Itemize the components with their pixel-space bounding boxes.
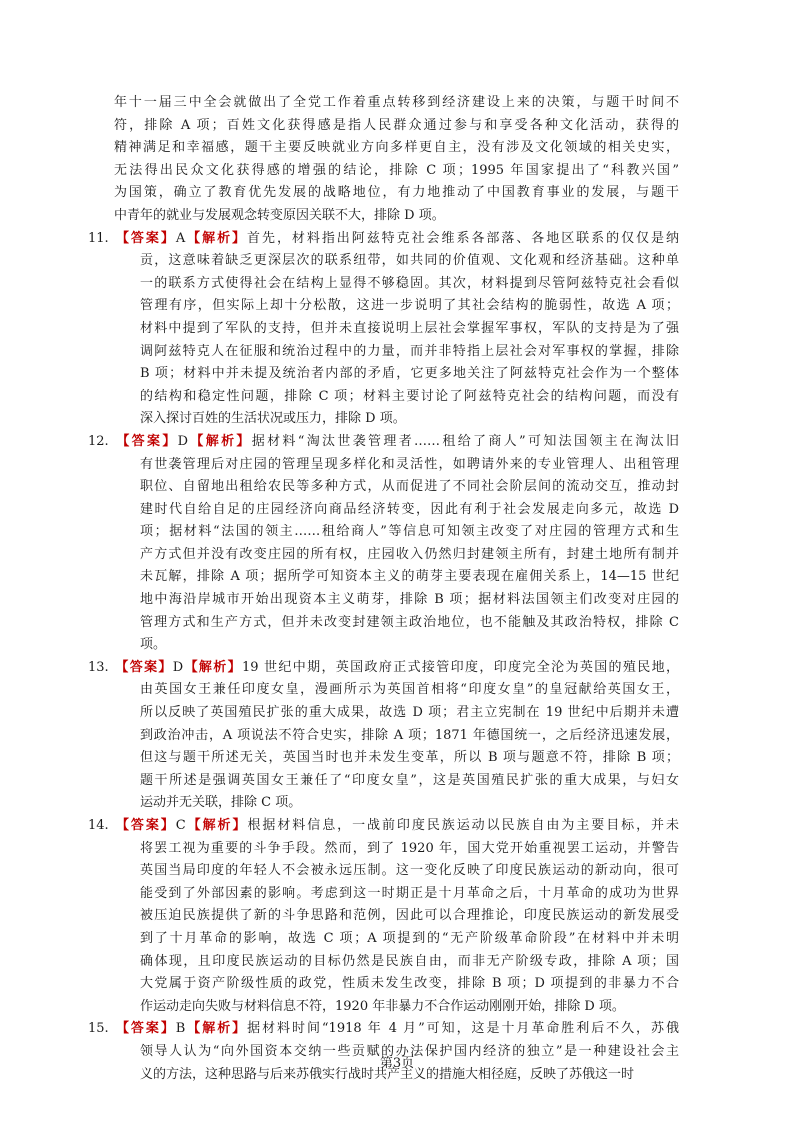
- text-line: 年十一届三中全会就做出了全党工作着重点转移到经济建设上来的决策，与题干时间不: [114, 95, 679, 110]
- text-line: 领导人认为“向外国资本交纳一些贡赋的办法保护国内经济的独立”是一种建设社会主: [140, 1043, 679, 1059]
- answer-choice: D: [172, 659, 184, 675]
- text-line: 项。: [140, 637, 167, 653]
- analysis-text: 据材料时间“1918 年 4 月”可知，这是十月革命胜利后不久，苏俄: [247, 1021, 679, 1037]
- item-first-line: [88, 657, 679, 680]
- text-line: 无法得出民众文化获得感的增强的结论，排除 C 项；1995 年国家提出了“科教兴国”: [114, 162, 679, 178]
- text-line: 题干所述是强调英国女王兼任了“印度女皇”，这是英国殖民扩张的重大成果，与妇女: [140, 772, 679, 788]
- answer-choice: C: [175, 818, 186, 833]
- analysis-text: 根据材料信息，一战前印度民族运动以民族自由为主要目标，并未: [247, 818, 679, 833]
- answer-item: [88, 815, 679, 1018]
- item-number: 14.: [88, 818, 109, 833]
- text-line: 所以反映了英国殖民扩张的重大成果，故选 D 项；君主立宪制在 19 世纪中后期并未遭: [140, 705, 679, 721]
- text-line: 符，排除 A 项；百姓文化获得感是指人民群众通过参与和享受各种文化活动，获得的: [114, 117, 679, 133]
- answer-items: [88, 228, 679, 1087]
- answer-explanations: [88, 92, 679, 1086]
- text-line: 确体现，且印度民族运动的目标仍然是民族自由，而非无产阶级专政，排除 A 项；国: [140, 953, 679, 969]
- answer-choice: B: [175, 1021, 186, 1037]
- analysis-label: 【解析】: [185, 818, 248, 833]
- intro-paragraph: [114, 92, 679, 228]
- analysis-label: 【解析】: [185, 230, 248, 246]
- page-number: 第3页: [379, 1056, 415, 1071]
- item-first-line: [88, 431, 679, 454]
- text-line: 中青年的就业与发展观念转变原因关联不大，排除 D 项。: [114, 207, 445, 223]
- text-line: 能受到了外部因素的影响。考虑到这一时期正是十月革命之后，十月革命的成功为世界: [140, 885, 679, 901]
- text-line: 被压迫民族提供了新的斗争思路和范例，因此可以合理推论，印度民族运动的新发展受: [140, 908, 679, 924]
- text-line: 作运动走向失败与材料信息不符，1920 年非暴力不合作运动刚刚开始，排除 D 项。: [140, 998, 625, 1014]
- text-line: B 项；材料中并未提及统治者内部的矛盾，它更多地关注了阿兹特克社会作为一个整体: [140, 366, 679, 382]
- analysis-label: 【解析】: [183, 659, 242, 675]
- text-line: 大党属于资产阶级性质的政党，性质未发生改变，排除 B 项；D 项提到的非暴力不合: [140, 976, 679, 992]
- text-line: 管理方式和生产方式，但并未改变封建领主政治地位，也不能触及其政治特权，排除 C: [140, 614, 679, 630]
- item-first-line: [88, 1018, 679, 1041]
- text-line: 产方式但并没有改变庄园的所有权，庄园收入仍然归封建领主所有，封建土地所有制并: [140, 546, 679, 562]
- item-number: 11.: [88, 230, 109, 246]
- text-line: 调阿兹特克人在征服和统治过程中的力量，而并非特指上层社会对军事权的掌握，排除: [140, 343, 679, 359]
- text-line: 义的方法，这种思路与后来苏俄实行战时共产主义的措施大相径庭，反映了苏俄这一时: [140, 1066, 635, 1082]
- item-first-line: [88, 228, 679, 251]
- answer-item: [88, 228, 679, 431]
- item-first-line: [88, 815, 679, 838]
- text-line: 建时代自给自足的庄园经济向商品经济转变，因此有利于社会发展走向多元，故选 D: [140, 501, 679, 517]
- text-line: 运动并无关联，排除 C 项。: [140, 795, 302, 811]
- text-line: 为国策，确立了教育优先发展的战略地位，有力地推动了中国教育事业的发展，与题干: [114, 185, 679, 201]
- text-line: 管理有序，但实际上却十分松散，这进一步说明了其社会结构的脆弱性，故选 A 项；: [140, 298, 679, 314]
- answer-label: 【答案】: [114, 1021, 176, 1037]
- text-line: 有世袭管理后对庄园的管理呈现多样化和灵活性，如聘请外来的专业管理人、出租管理: [140, 456, 679, 472]
- answer-choice: D: [177, 433, 189, 449]
- analysis-text: 首先，材料指出阿兹特克社会维系各部落、各地区联系的仅仅是纳: [247, 230, 679, 246]
- answer-label: 【答案】: [114, 659, 173, 675]
- item-number: 12.: [88, 433, 109, 449]
- analysis-text: 19 世纪中期，英国政府正式接管印度，印度完全沦为英国的殖民地，: [242, 659, 679, 675]
- text-line: 到了十月革命的影响，故选 C 项；A 项提到的“无产阶级革命阶段”在材料中并未明: [140, 930, 679, 946]
- text-line: 深入探讨百姓的生活状况或压力，排除 D 项。: [140, 411, 406, 427]
- text-line: 精神满足和幸福感，题干主要反映就业方向多样更自主，没有涉及文化领域的相关史实，: [114, 140, 679, 156]
- analysis-label: 【解析】: [185, 1021, 248, 1037]
- answer-item: [88, 657, 679, 815]
- text-line: 项；据材料“法国的领主……租给商人”等信息可知领主改变了对庄园的管理方式和生: [140, 524, 679, 540]
- text-line: 由英国女王兼任印度女皇，漫画所示为英国首相将“印度女皇”的皇冠献给英国女王，: [140, 682, 679, 698]
- analysis-label: 【解析】: [188, 433, 252, 449]
- text-line: 英国当局印度的年轻人不会被永远压制。这一变化反映了印度民族运动的新动向，很可: [140, 863, 679, 879]
- answer-label: 【答案】: [114, 818, 176, 833]
- item-number: 15.: [88, 1021, 109, 1037]
- text-line: 但这与题干所述无关，英国当时也并未发生变革，所以 B 项与题意不符，排除 B 项；: [140, 750, 679, 766]
- text-line: 材料中提到了军队的支持，但并未直接说明上层社会掌握军事权，军队的支持是为了强: [140, 320, 679, 336]
- text-line: 到政治冲击，A 项说法不符合史实，排除 A 项；1871 年德国统一，之后经济迅速发展，: [140, 727, 679, 743]
- answer-item: [88, 431, 679, 657]
- text-line: 的结构和稳定性问题，排除 C 项；材料主要讨论了阿兹特克社会的结构问题，而没有: [140, 388, 679, 404]
- analysis-text: 据材料“淘汰世袭管理者……租给了商人”可知法国领主在淘汰旧: [251, 433, 679, 449]
- text-line: 一的联系方式使得社会在结构上显得不够稳固。其次，材料提到尽管阿兹特克社会看似: [140, 275, 679, 291]
- text-line: 将罢工视为重要的斗争手段。然而，到了 1920 年，国大党开始重视罢工运动，并警告: [140, 840, 679, 856]
- text-line: 地中海沿岸城市开始出现资本主义萌芽，排除 B 项；据材料法国领主们改变对庄园的: [140, 592, 679, 608]
- text-line: 贡，这意味着缺乏更深层次的联系纽带，如共同的价值观、文化观和经济基础。这种单: [140, 253, 679, 269]
- answer-label: 【答案】: [114, 230, 176, 246]
- answer-label: 【答案】: [114, 433, 178, 449]
- answer-choice: A: [175, 230, 186, 246]
- item-number: 13.: [88, 659, 109, 675]
- text-line: 未瓦解，排除 A 项；据所学可知资本主义的萌芽主要表现在雇佣关系上，14—15 世纪: [140, 569, 679, 585]
- text-line: 职位、自留地出租给农民等多种方式，从而促进了不同社会阶层间的流动交互，推动封: [140, 479, 679, 495]
